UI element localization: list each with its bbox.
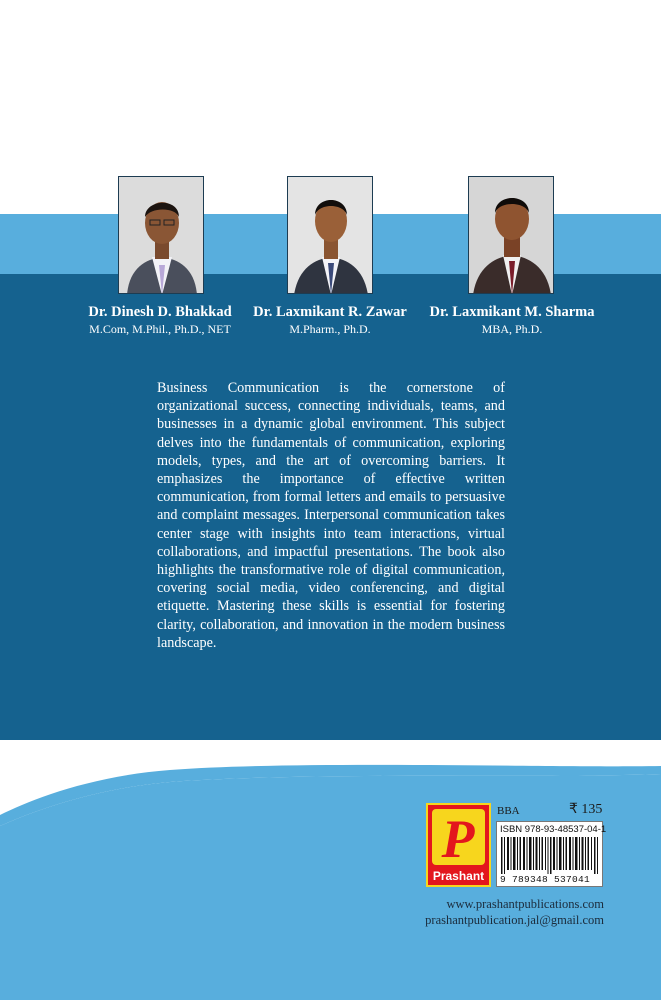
author-name-1: Dr. Dinesh D. Bhakkad [88, 304, 232, 320]
barcode-icon [501, 837, 599, 874]
book-price: ₹ 135 [569, 802, 603, 817]
logo-letter: P [441, 809, 475, 865]
publisher-name: Prashant [432, 869, 485, 883]
author-photo-2 [287, 176, 373, 294]
isbn-barcode [496, 821, 607, 887]
isbn-number: ISBN 978-93-48537-04-1 [500, 824, 607, 835]
book-series: BBA [497, 805, 520, 817]
author-photo-1 [118, 176, 204, 294]
logo-emblem [432, 809, 485, 865]
publisher-logo [426, 803, 491, 887]
barcode-digits: 9 789348 537041 [500, 874, 591, 885]
publisher-email[interactable]: prashantpublication.jal@gmail.com [425, 913, 604, 927]
author-qualifications-1: M.Com, M.Phil., Ph.D., NET [89, 322, 231, 336]
author-name-3: Dr. Laxmikant M. Sharma [429, 304, 595, 320]
author-qualifications-2: M.Pharm., Ph.D. [289, 322, 371, 336]
author-photo-3 [468, 176, 554, 294]
book-description: Business Communication is the cornerstone of organizational success, connecting individuals, teams, and businesses in a dynamic global environment. This subject delves into the fundamentals of communication, exploring models, types, and the art of overcoming barriers. It emphasizes the importance of effective written communication, from formal letters and emails to persuasive and complaint messages. Interpersonal communication takes center stage with insights into team interactions, virtual collaborations, and impactful presentations. The book also highlights the transformative role of digital communication, covering social media, video conferencing, and digital etiquette. Mastering these skills is essential for fostering clarity, collaboration, and innovation in the modern business landscape. [157, 380, 505, 651]
author-qualifications-3: MBA, Ph.D. [481, 322, 543, 336]
publisher-website[interactable]: www.prashantpublications.com [446, 897, 604, 911]
author-name-2: Dr. Laxmikant R. Zawar [253, 304, 407, 320]
